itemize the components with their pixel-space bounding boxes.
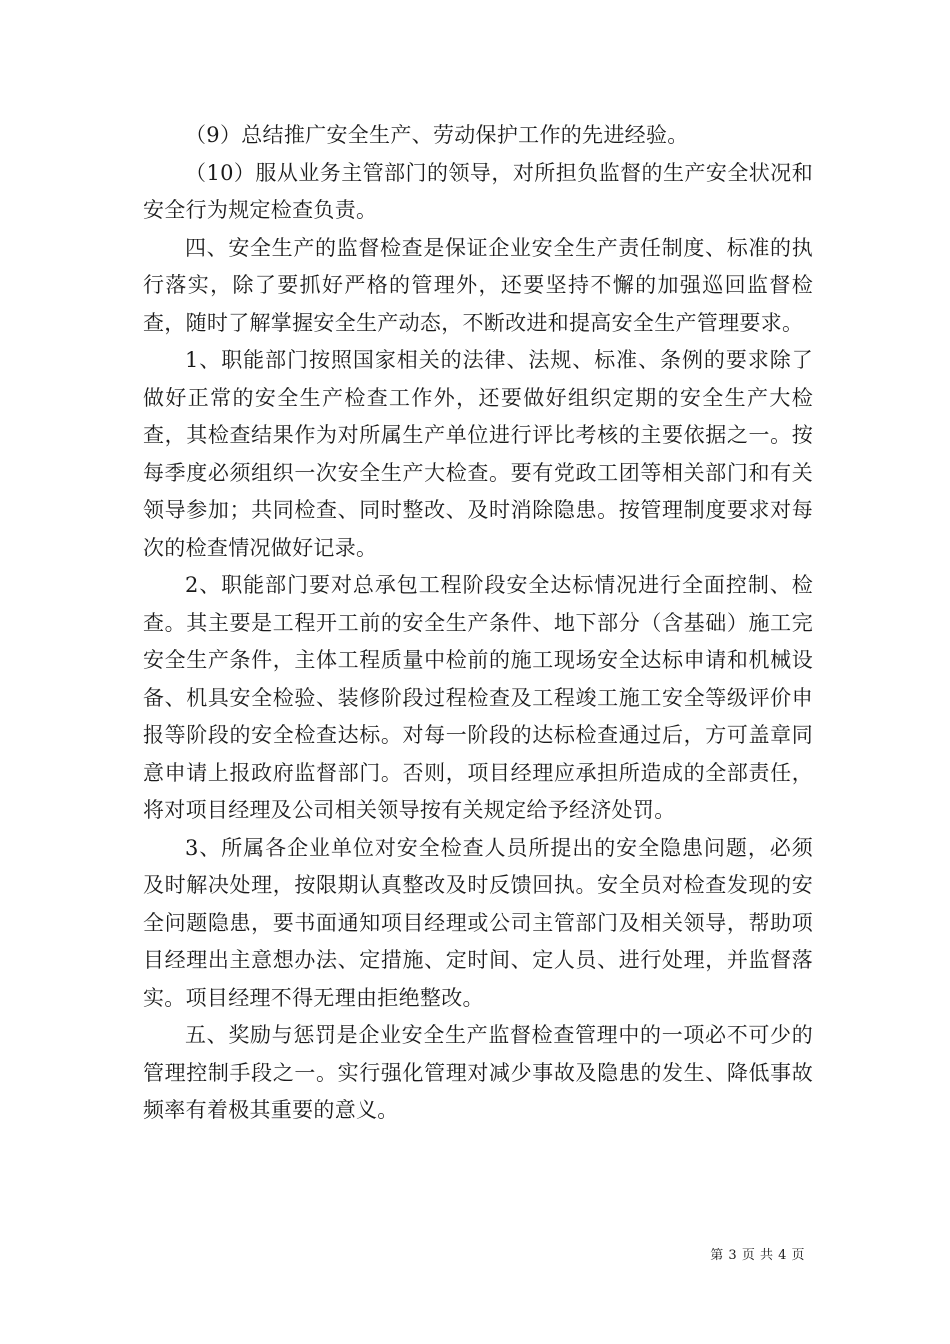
- document-body: [143, 117, 813, 1130]
- paragraph-section-4-point-2: 2、职能部门要对总承包工程阶段安全达标情况进行全面控制、检查。其主要是工程开工前的安全生产条件、地下部分（含基础）施工完安全生产条件，主体工程质量中检前的施工现场安全达标申请和机械设备、机具安全检验、装修阶段过程检查及工程竣工施工安全等级评价申报等阶段的安全检查达标。对每一阶段的达标检查通过后，方可盖章同意申请上报政府监督部门。否则，项目经理应承担所造成的全部责任，将对项目经理及公司相关领导按有关规定给予经济处罚。: [143, 573, 813, 822]
- paragraph-section-4-point-3: 3、所属各企业单位对安全检查人员所提出的安全隐患问题，必须及时解决处理，按限期认真整改及时反馈回执。安全员对检查发现的安全问题隐患，要书面通知项目经理或公司主管部门及相关领导，帮助项目经理出主意想办法、定措施、定时间、定人员、进行处理，并监督落实。项目经理不得无理由拒绝整改。: [143, 835, 813, 1010]
- paragraph-item-10: （10）服从业务主管部门的领导，对所担负监督的生产安全状况和安全行为规定检查负责。: [143, 160, 813, 222]
- page-number: 第 3 页 共 4 页: [710, 1248, 805, 1263]
- paragraph-item-9: （9）总结推广安全生产、劳动保护工作的先进经验。: [185, 123, 689, 147]
- paragraph-section-4: 四、安全生产的监督检查是保证企业安全生产责任制度、标准的执行落实，除了要抓好严格的管理外，还要坚持不懈的加强巡回监督检查，随时了解掌握安全生产动态，不断改进和提高安全生产管理要求。: [143, 235, 813, 335]
- paragraph-section-4-point-1: 1、职能部门按照国家相关的法律、法规、标准、条例的要求除了做好正常的安全生产检查工作外，还要做好组织定期的安全生产大检查，其检查结果作为对所属生产单位进行评比考核的主要依据之一。按每季度必须组织一次安全生产大检查。要有党政工团等相关部门和有关领导参加；共同检查、同时整改、及时消除隐患。按管理制度要求对每次的检查情况做好记录。: [143, 348, 813, 560]
- paragraph-section-5: 五、奖励与惩罚是企业安全生产监督检查管理中的一项必不可少的管理控制手段之一。实行强化管理对减少事故及隐患的发生、降低事故频率有着极其重要的意义。: [143, 1023, 813, 1122]
